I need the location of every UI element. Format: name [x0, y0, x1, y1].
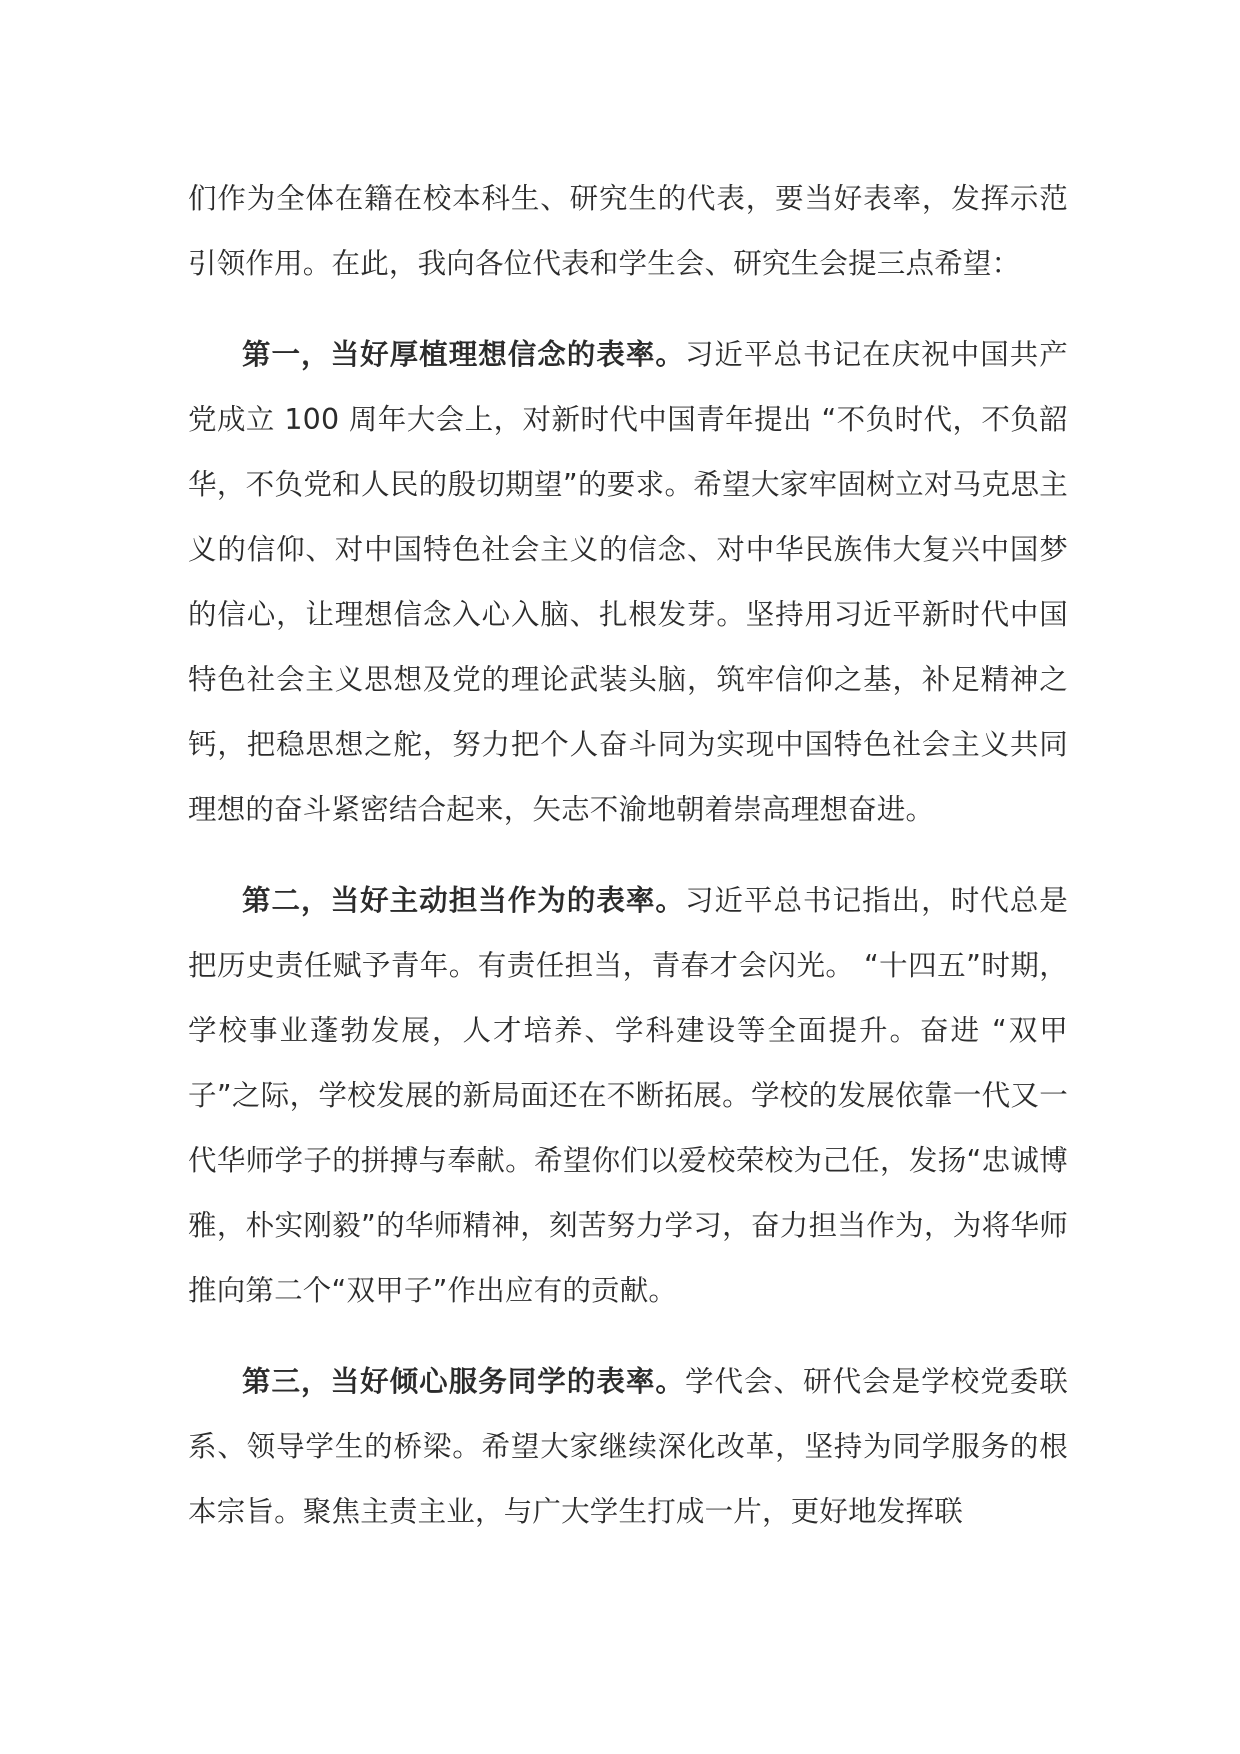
- point-2-heading: 第二，当好主动担当作为的表率。: [242, 884, 685, 917]
- point-3-heading: 第三，当好倾心服务同学的表率。: [242, 1365, 685, 1398]
- point-1-text: 习近平总书记在庆祝中国共产党成立 100 周年大会上，对新时代中国青年提出 “不负时代，不负韶华，不负党和人民的殷切期望”的要求。希望大家牢固树立对马克思主义的信仰、对中国特色社会主义的信念、对中华民族伟大复兴中国梦的信心，让理想信念入心入脑、扎根发芽。坚持用习近平新时代中国特色社会主义思想及党的理论武装头脑，筑牢信仰之基，补足精神之钙，把稳思想之舵，努力把个人奋斗同为实现中国特色社会主义共同理想的奋斗紧密结合起来，矢志不渝地朝着崇高理想奋进。: [188, 338, 1068, 826]
- document-body: [188, 166, 1068, 1544]
- point-paragraph-1: [188, 322, 1068, 842]
- intro-paragraph: 们作为全体在籍在校本科生、研究生的代表，要当好表率，发挥示范引领作用。在此，我向各位代表和学生会、研究生会提三点希望：: [188, 182, 1068, 280]
- point-paragraph-3: [188, 1349, 1068, 1544]
- point-3-text: 学代会、研代会是学校党委联系、领导学生的桥梁。希望大家继续深化改革，坚持为同学服务的根本宗旨。聚焦主责主业，与广大学生打成一片，更好地发挥联: [188, 1365, 1068, 1528]
- point-paragraph-2: [188, 868, 1068, 1323]
- point-2-text: 习近平总书记指出，时代总是把历史责任赋予青年。有责任担当，青春才会闪光。 “十四五”时期，学校事业蓬勃发展，人才培养、学科建设等全面提升。奋进 “双甲子”之际，学校发展的新局面还在不断拓展。学校的发展依靠一代又一代华师学子的拼搏与奉献。希望你们以爱校荣校为己任，发扬“忠诚博雅，朴实刚毅”的华师精神，刻苦努力学习，奋力担当作为，为将华师推向第二个“双甲子”作出应有的贡献。: [188, 884, 1068, 1307]
- point-1-heading: 第一，当好厚植理想信念的表率。: [242, 338, 685, 371]
